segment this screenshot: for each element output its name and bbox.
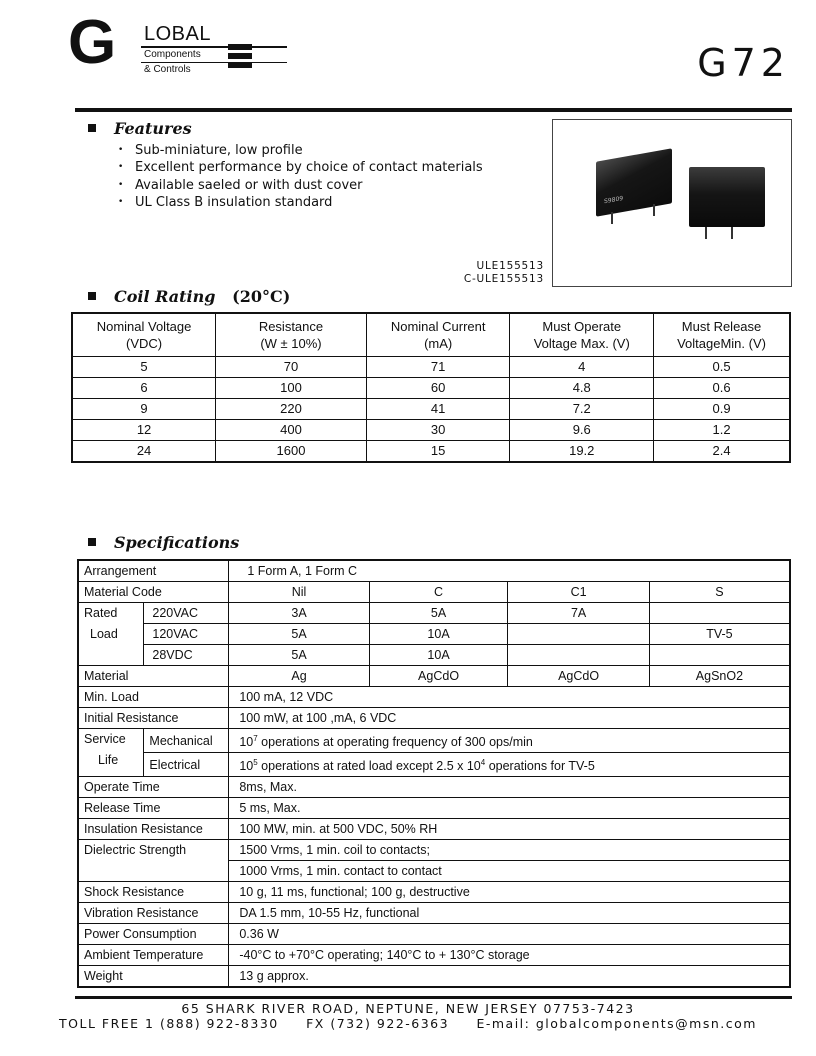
- table-cell: 19.2: [510, 441, 654, 463]
- table-row: [78, 645, 790, 666]
- relay-marking: S9809: [604, 194, 624, 206]
- spec-label: Min. Load: [78, 687, 229, 708]
- table-row: [78, 666, 790, 687]
- cul-number: C-ULE155513: [463, 273, 544, 285]
- specs-heading-text: Specifications: [114, 533, 240, 552]
- table-cell: 60: [366, 378, 510, 399]
- load-type: 120VAC: [144, 624, 229, 645]
- spec-value: [649, 645, 790, 666]
- table-cell: 4.8: [510, 378, 654, 399]
- table-row: [78, 924, 790, 945]
- spec-value: 5A: [369, 603, 508, 624]
- table-cell: 5: [72, 357, 216, 378]
- table-cell: 0.6: [654, 378, 790, 399]
- spec-label: Insulation Resistance: [78, 819, 229, 840]
- load-type: 28VDC: [144, 645, 229, 666]
- spec-value: 5 ms, Max.: [229, 798, 790, 819]
- table-cell: 4: [510, 357, 654, 378]
- logo-initial: G: [68, 8, 117, 77]
- table-cell: 70: [216, 357, 367, 378]
- logo-line2: Components: [144, 49, 201, 60]
- spec-value: AgSnO2: [649, 666, 790, 687]
- table-row: [72, 378, 790, 399]
- table-row: [78, 840, 790, 861]
- footer-contact: TOLL FREE 1 (888) 922-8330 FX (732) 922-6363 E-mail: globalcomponents@msn.com: [59, 1016, 757, 1031]
- table-header-row: [72, 313, 790, 357]
- spec-value: 10A: [369, 624, 508, 645]
- spec-value: 100 MW, min. at 500 VDC, 50% RH: [229, 819, 790, 840]
- logo-line3: & Controls: [144, 64, 191, 75]
- table-cell: 1600: [216, 441, 367, 463]
- bullet-square-icon: [88, 124, 96, 132]
- spec-value: 100 mA, 12 VDC: [229, 687, 790, 708]
- table-row: [72, 399, 790, 420]
- spec-value: $10^7$ operations at operating frequency of 300 ops/min: [229, 729, 790, 753]
- spec-value: [649, 603, 790, 624]
- table-row: [78, 945, 790, 966]
- spec-sublabel: Mechanical: [144, 729, 229, 753]
- table-cell: 9: [72, 399, 216, 420]
- table-cell: 220: [216, 399, 367, 420]
- column-header: Must Release VoltageMin. (V): [654, 313, 790, 357]
- table-cell: 12: [72, 420, 216, 441]
- relay-image: [596, 148, 672, 216]
- spec-value: [508, 624, 650, 645]
- table-cell: 7.2: [510, 399, 654, 420]
- bullet-square-icon: [88, 292, 96, 300]
- logo-rule: [141, 46, 287, 48]
- features-heading-text: Features: [114, 119, 192, 138]
- spec-value: AgCdO: [508, 666, 650, 687]
- table-cell: 24: [72, 441, 216, 463]
- table-cell: 1.2: [654, 420, 790, 441]
- coil-temperature: (20°C): [232, 287, 291, 306]
- table-row: [78, 603, 790, 624]
- spec-label: Arrangement: [78, 560, 229, 582]
- table-row: [78, 777, 790, 798]
- spec-label: Operate Time: [78, 777, 229, 798]
- spec-value: 1500 Vrms, 1 min. coil to contacts;: [229, 840, 790, 861]
- table-row: [78, 819, 790, 840]
- header-rule: [75, 108, 792, 112]
- table-row: [78, 966, 790, 988]
- table-row: [78, 882, 790, 903]
- table-row: [72, 441, 790, 463]
- table-row: [78, 798, 790, 819]
- spec-label: Power Consumption: [78, 924, 229, 945]
- spec-value: C: [369, 582, 508, 603]
- features-heading: [88, 119, 192, 139]
- company-logo: [66, 8, 256, 77]
- table-row: [78, 624, 790, 645]
- relay-image: [689, 167, 765, 227]
- spec-value: 1 Form A, 1 Form C: [229, 560, 790, 582]
- spec-label: Weight: [78, 966, 229, 988]
- list-item: • Excellent performance by choice of contact materials: [118, 159, 483, 176]
- spec-value: Ag: [229, 666, 369, 687]
- list-item: • UL Class B insulation standard: [118, 194, 483, 211]
- column-header: Nominal Voltage (VDC): [72, 313, 216, 357]
- bullet-square-icon: [88, 538, 96, 546]
- table-row: [78, 560, 790, 582]
- spec-value: TV-5: [649, 624, 790, 645]
- table-cell: 400: [216, 420, 367, 441]
- spec-value: 0.36 W: [229, 924, 790, 945]
- table-cell: 0.5: [654, 357, 790, 378]
- spec-value: 8ms, Max.: [229, 777, 790, 798]
- spec-value: $10^5$ operations at rated load except 2.5 x $10^4$ operations for TV-5: [229, 753, 790, 777]
- logo-rule: [141, 62, 287, 63]
- table-cell: 100: [216, 378, 367, 399]
- footer-address: 65 SHARK RIVER ROAD, NEPTUNE, NEW JERSEY 07753-7423: [181, 1001, 635, 1016]
- table-row: [72, 420, 790, 441]
- table-row: [78, 582, 790, 603]
- spec-label: Shock Resistance: [78, 882, 229, 903]
- logo-bars: [228, 44, 252, 71]
- table-cell: 6: [72, 378, 216, 399]
- spec-value: 5A: [229, 645, 369, 666]
- spec-value: 13 g approx.: [229, 966, 790, 988]
- spec-label: Dielectric Strength: [78, 840, 229, 882]
- table-cell: 2.4: [654, 441, 790, 463]
- spec-value: AgCdO: [369, 666, 508, 687]
- features-list: [118, 142, 483, 211]
- coil-heading-text: Coil Rating: [114, 287, 216, 306]
- spec-label: Release Time: [78, 798, 229, 819]
- spec-value: -40°C to +70°C operating; 140°C to + 130°C storage: [229, 945, 790, 966]
- spec-sublabel: Electrical: [144, 753, 229, 777]
- spec-value: S: [649, 582, 790, 603]
- table-cell: 71: [366, 357, 510, 378]
- spec-label: Ambient Temperature: [78, 945, 229, 966]
- rated-load-label: Rated Load: [78, 603, 144, 666]
- specifications-table: [77, 559, 791, 988]
- table-row: [78, 903, 790, 924]
- footer-rule: [75, 996, 792, 999]
- load-type: 220VAC: [144, 603, 229, 624]
- spec-value: DA 1.5 mm, 10-55 Hz, functional: [229, 903, 790, 924]
- table-cell: 9.6: [510, 420, 654, 441]
- spec-value: 10A: [369, 645, 508, 666]
- spec-label: Material Code: [78, 582, 229, 603]
- table-row: [78, 729, 790, 753]
- list-item: • Sub-miniature, low profile: [118, 142, 483, 159]
- table-row: [72, 357, 790, 378]
- spec-label: Initial Resistance: [78, 708, 229, 729]
- spec-value: 7A: [508, 603, 650, 624]
- coil-heading: [88, 287, 290, 307]
- model-number: G72: [697, 41, 790, 85]
- table-row: [78, 687, 790, 708]
- spec-label: Material: [78, 666, 229, 687]
- spec-value: Nil: [229, 582, 369, 603]
- spec-value: 100 mW, at 100 ,mA, 6 VDC: [229, 708, 790, 729]
- spec-value: 10 g, 11 ms, functional; 100 g, destructive: [229, 882, 790, 903]
- table-cell: 0.9: [654, 399, 790, 420]
- service-life-label: Service Life: [78, 729, 144, 777]
- column-header: Nominal Current (mA): [366, 313, 510, 357]
- table-row: [78, 753, 790, 777]
- table-cell: 15: [366, 441, 510, 463]
- logo-word: LOBAL: [144, 23, 211, 45]
- ul-number: ULE155513: [476, 260, 544, 272]
- coil-rating-table: [71, 312, 791, 463]
- spec-value: 1000 Vrms, 1 min. contact to contact: [229, 861, 790, 882]
- certifications: [462, 260, 544, 286]
- product-photo: [552, 119, 792, 287]
- table-cell: 30: [366, 420, 510, 441]
- column-header: Must Operate Voltage Max. (V): [510, 313, 654, 357]
- table-cell: 41: [366, 399, 510, 420]
- specs-heading: [88, 533, 239, 553]
- column-header: Resistance (W ± 10%): [216, 313, 367, 357]
- spec-label: Vibration Resistance: [78, 903, 229, 924]
- spec-value: 3A: [229, 603, 369, 624]
- spec-value: 5A: [229, 624, 369, 645]
- spec-value: C1: [508, 582, 650, 603]
- spec-value: [508, 645, 650, 666]
- list-item: • Available saeled or with dust cover: [118, 177, 483, 194]
- table-row: [78, 708, 790, 729]
